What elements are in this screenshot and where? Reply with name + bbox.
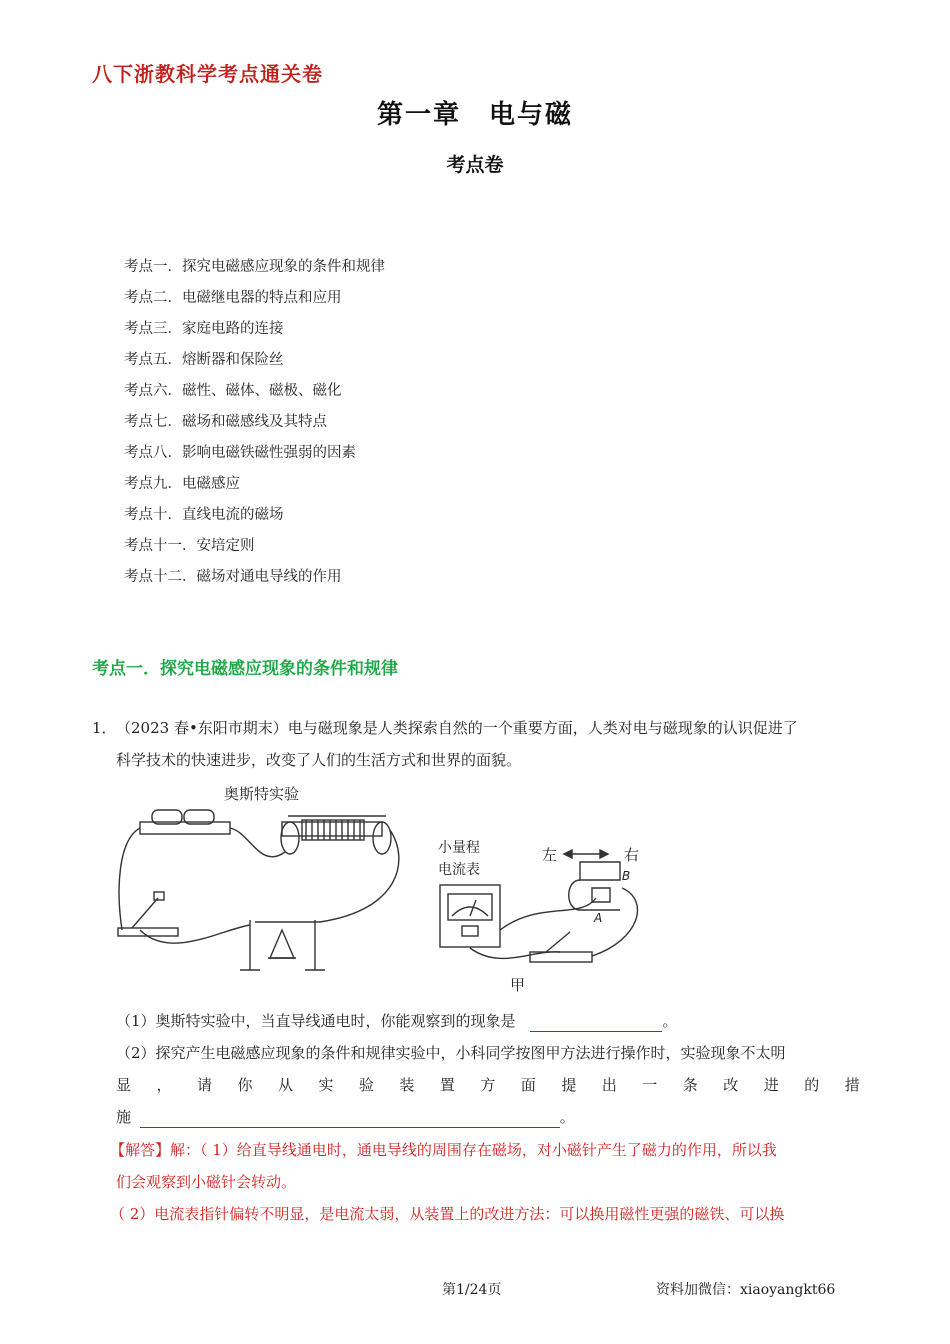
justified-char: 验 [358,1076,374,1094]
subquestion-1 [116,1010,677,1032]
topic-item: 考点十．直线电流的磁场 [124,507,284,523]
topic-list [124,256,385,597]
chapter-title: 第一章 电与磁 [376,100,573,130]
oersted-label: 奥斯特实验 [224,785,300,803]
page-number: 第1/24页 [442,1282,502,1298]
subquestion-1-text: （1）奥斯特实验中，当直导线通电时，你能观察到的现象是 [116,1012,516,1030]
justified-char: 提 [561,1076,577,1094]
topic-item: 考点九．电磁感应 [124,476,240,492]
question-text-line: （2023 春•东阳市期末）电与磁现象是人类探索自然的一个重要方面，人类对电与磁现象的认识促进了 [116,719,798,737]
justified-char: ， [156,1076,172,1094]
question-text-line: 科学技术的快速进步，改变了人们的生活方式和世界的面貌。 [116,751,522,769]
topic-item: 考点十一．安培定则 [124,538,255,554]
subquestion-2-text: 施 [116,1108,132,1126]
topic-item: 考点二．电磁继电器的特点和应用 [124,290,342,306]
series-title: 八下浙教科学考点通关卷 [92,62,323,86]
topic-item: 考点十二．磁场对通电导线的作用 [124,569,342,585]
point-a-label: A [594,911,603,925]
justified-char: 进 [763,1076,779,1094]
justified-char: 面 [520,1076,536,1094]
topic-item: 考点一．探究电磁感应现象的条件和规律 [124,259,385,275]
page-subtitle: 考点卷 [446,154,504,176]
answer-blank-2[interactable] [140,1127,560,1128]
justified-char: 显 [116,1076,132,1094]
justified-char: 从 [277,1076,293,1094]
question-number: 1． [92,719,117,737]
section-heading: 考点一．探究电磁感应现象的条件和规律 [92,659,398,679]
footer-contact: 资料加微信：xiaoyangkt66 [656,1282,836,1298]
answer-line: （ 2）电流表指针偏转不明显，是电流太弱，从装置上的改进方法：可以换用磁性更强的磁铁、可以换 [110,1205,785,1223]
ammeter-label-1: 小量程 [438,840,480,856]
topic-item: 考点八．影响电磁铁磁性强弱的因素 [124,445,356,461]
answer-line: 们会观察到小磁针会转动。 [116,1173,297,1191]
justified-char: 条 [682,1076,698,1094]
justified-char: 实 [318,1076,334,1094]
justified-char: 出 [601,1076,617,1094]
point-b-label: B [622,869,631,883]
ammeter-label-2: 电流表 [438,862,480,878]
justified-char: 一 [642,1076,658,1094]
topic-item: 考点三．家庭电路的连接 [124,321,284,337]
subquestion-2-line: （2）探究产生电磁感应现象的条件和规律实验中，小科同学按图甲方法进行操作时，实验现象不太明 [116,1044,786,1062]
topic-item: 考点七．磁场和磁感线及其特点 [124,414,327,430]
justified-char: 请 [196,1076,212,1094]
direction-left-label: 左 [542,846,558,864]
topic-item: 考点五．熔断器和保险丝 [124,352,284,368]
justified-char: 你 [237,1076,253,1094]
subquestion-1-end: 。 [662,1012,678,1030]
subquestion-2-end: 。 [559,1108,575,1126]
justified-char: 改 [723,1076,739,1094]
subquestion-2-last-line [116,1106,575,1128]
justified-char: 措 [844,1076,860,1094]
justified-char: 的 [804,1076,820,1094]
experiment-figure [110,780,670,995]
figure-caption: 甲 [510,976,526,994]
answer-line: 【解答】解：（ 1）给直导线通电时，通电导线的周围存在磁场，对小磁针产生了磁力的作用，所以我 [110,1141,777,1159]
justified-char: 置 [439,1076,455,1094]
subquestion-2-justified-line [116,1074,860,1096]
answer-blank-1[interactable] [530,1031,662,1032]
topic-item: 考点六．磁性、磁体、磁极、磁化 [124,383,342,399]
justified-char: 装 [399,1076,415,1094]
direction-right-label: 右 [624,846,640,864]
justified-char: 方 [480,1076,496,1094]
